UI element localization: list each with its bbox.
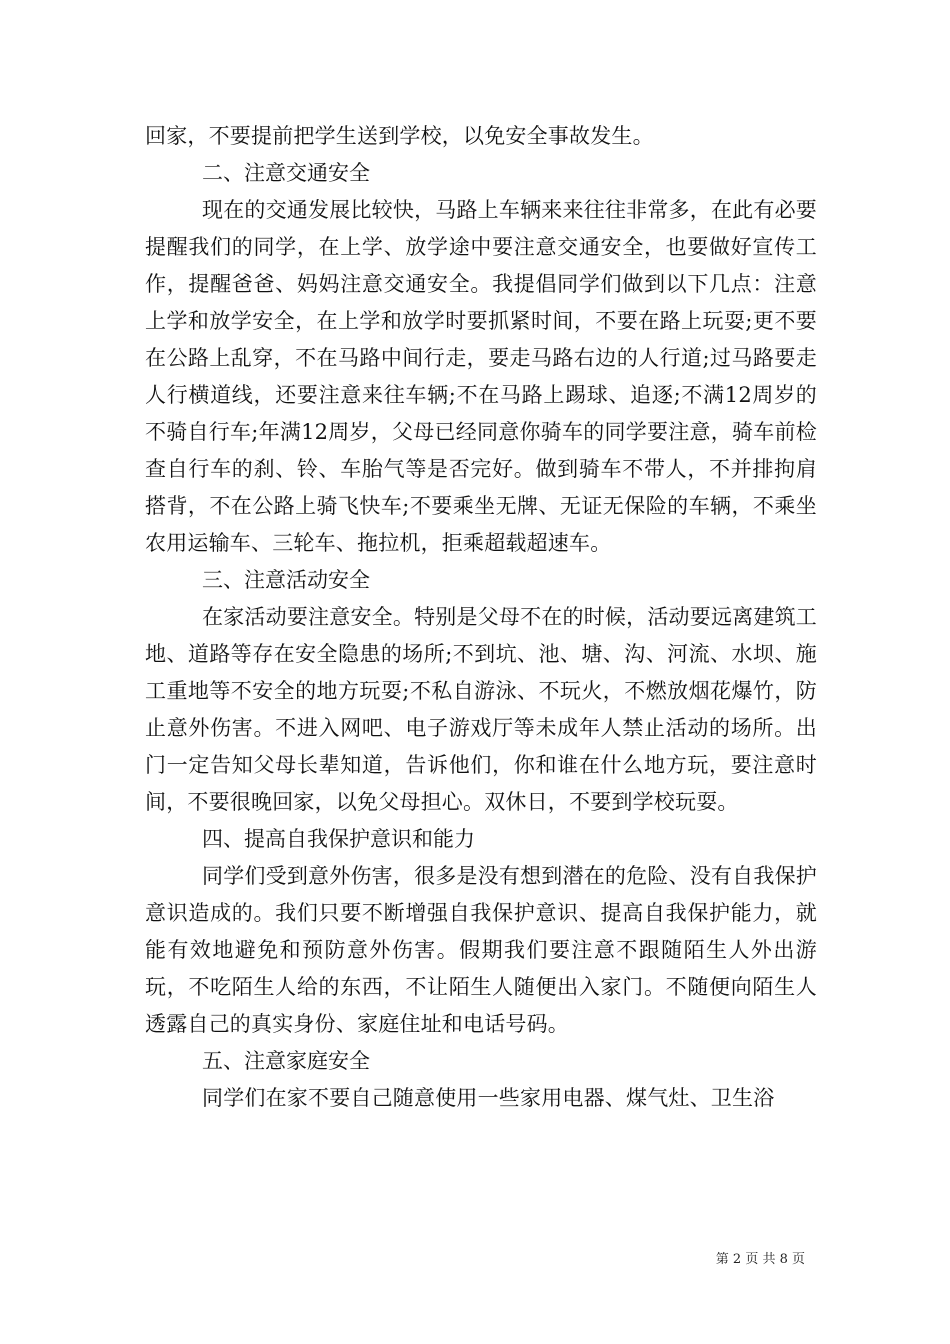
section-heading-self-protection: 四、提高自我保护意识和能力: [202, 827, 475, 851]
section-heading-home: 五、注意家庭安全: [202, 1049, 370, 1073]
paragraph-1: 回家，不要提前把学生送到学校，以免安全事故发生。: [145, 124, 654, 148]
section-heading-activity: 三、注意活动安全: [202, 568, 370, 592]
paragraph-activity: 在家活动要注意安全。特别是父母不在的时候，活动要远离建筑工地、道路等存在安全隐患的场所;不到坑、池、塘、沟、河流、水坝、施工重地等不安全的地方玩耍;不私自游泳、不玩火，不燃放烟花爆竹，防止意外伤害。不进入网吧、电子游戏厅等未成年人禁止活动的场所。出门一定告知父母长辈知道，告诉他们，你和谁在什么地方玩，要注意时间，不要很晚回家，以免父母担心。双休日，不要到学校玩耍。: [145, 605, 817, 814]
paragraph-traffic: 现在的交通发展比较快，马路上车辆来来往往非常多，在此有必要提醒我们的同学，在上学、放学途中要注意交通安全，也要做好宣传工作，提醒爸爸、妈妈注意交通安全。我提倡同学们做到以下几点：注意上学和放学安全，在上学和放学时要抓紧时间，不要在路上玩耍;更不要在公路上乱穿，不在马路中间行走，要走马路右边的人行道;过马路要走人行横道线，还要注意来往车辆;不在马路上踢球、追逐;不满12周岁的不骑自行车;年满12周岁，父母已经同意你骑车的同学要注意，骑车前检查自行车的刹、铃、车胎气等是否完好。做到骑车不带人，不并排拘肩搭背，不在公路上骑飞快车;不要乘坐无牌、无证无保险的车辆，不乘坐农用运输车、三轮车、拖拉机，拒乘超载超速车。: [145, 198, 817, 555]
section-heading-traffic: 二、注意交通安全: [202, 161, 370, 185]
paragraph-self-protection: 同学们受到意外伤害，很多是没有想到潜在的危险、没有自我保护意识造成的。我们只要不断增强自我保护意识、提高自我保护能力，就能有效地避免和预防意外伤害。假期我们要注意不跟随陌生人外出游玩，不吃陌生人给的东西，不让陌生人随便出入家门。不随便向陌生人透露自己的真实身份、家庭住址和电话号码。: [145, 864, 817, 1036]
document-body: [145, 118, 817, 1117]
page-number-label: 第 2 页 共 8 页: [715, 1252, 805, 1267]
paragraph-home: 同学们在家不要自己随意使用一些家用电器、煤气灶、卫生浴: [202, 1086, 775, 1110]
page-number-footer: [716, 1248, 805, 1267]
